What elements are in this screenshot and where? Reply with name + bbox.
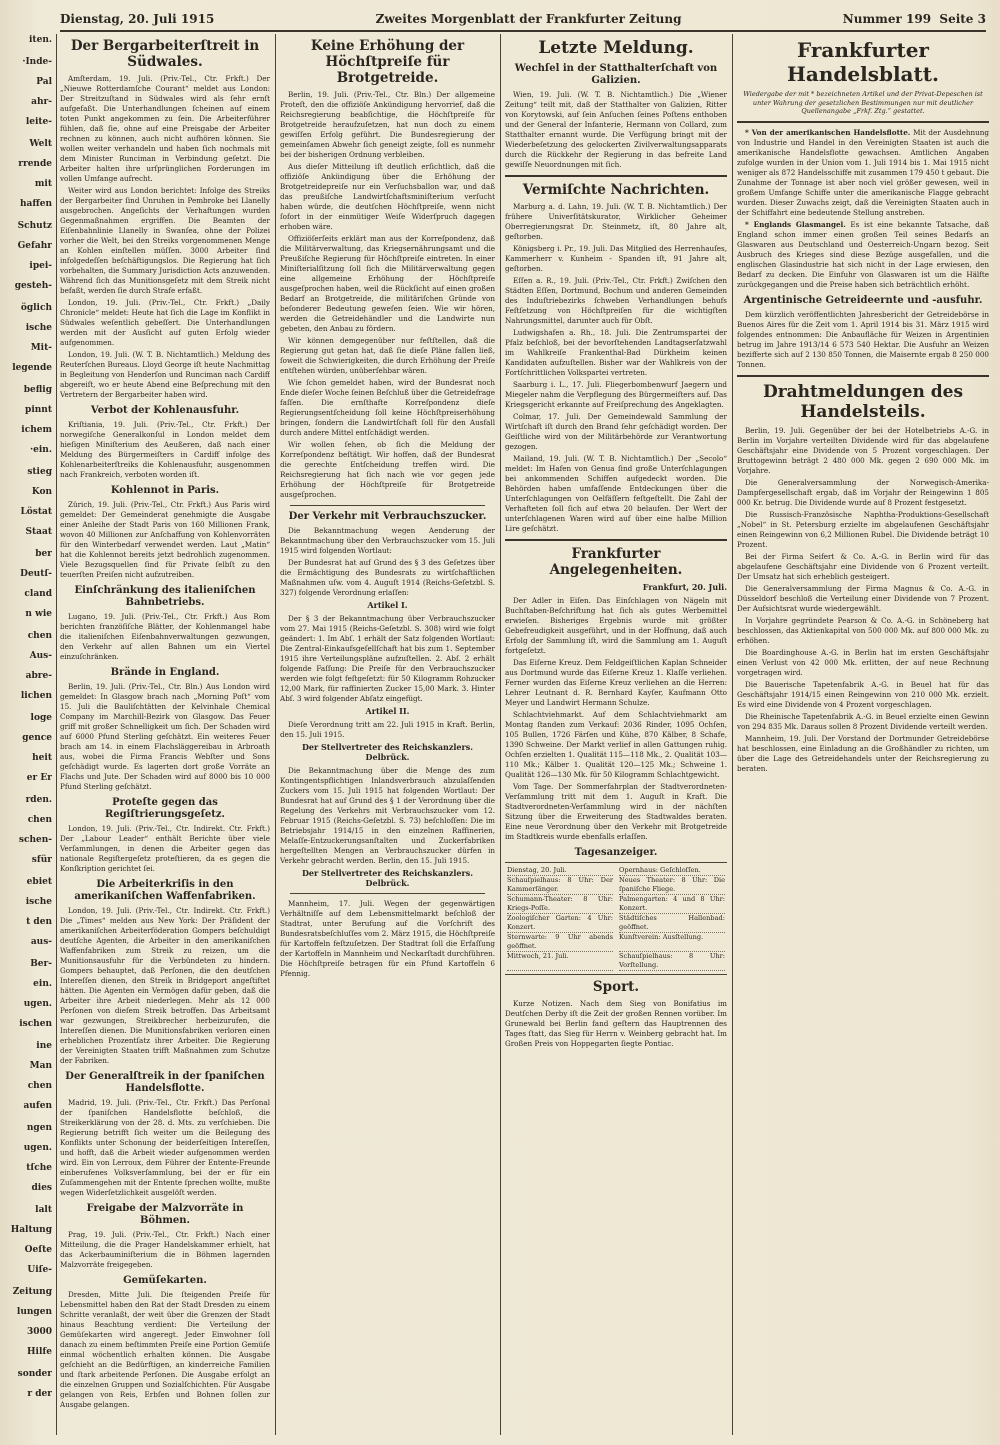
article-paragraph: Schlachtviehmarkt. Auf dem Schlachtviehmarkt am Montag ſtanden zum Verkauf: 2036 Rinder, 1095 Ochſen, 105 Bullen, 1726 Färſen und Kühe, 870 Kälber, 8 Schafe, 1390 Schweine. Der Markt verlief in allen Gattungen ruhig. Ochſen erzielten 1. Qualität 115—118 Mk., 2. Qualität 103—110 Mk.; Kälber 1. Qualität 120—125 Mk.; Schweine 1. Qualität 126—130 Mk. für 50 Kilogramm Schlachtgewicht. — [505, 710, 727, 779]
headline-sugar-trade: Der Verkehr mit Verbrauchszucker. — [288, 511, 487, 522]
article-paragraph: Marburg a. d. Lahn, 19. Juli. (W. T. B. Nichtamtlich.) Der frühere Univerſitätskurator, Wirklicher Geheimer Oberregierungsrat Dr. Steinmetz, iſt, 80 Jahre alt, geſtorben. — [505, 202, 727, 241]
headline-fires-england: Brände in England. — [110, 667, 220, 678]
cut-off-text-fragment: Aus- — [29, 651, 52, 661]
cut-off-text-fragment: sfür — [31, 855, 52, 865]
article-heading: Artikel II. — [365, 706, 410, 716]
divider — [737, 121, 989, 123]
headline-miners-strike: Der Bergarbeiterſtreit in Südwales. — [70, 38, 260, 70]
article-paragraph: Kurze Notizen. Nach dem Sieg von Bonifatius im Deutſchen Derby iſt die Zeit der großen Rennen vorüber. Im Grunewald bei Berlin fand geſtern das Hauptrennen des Tages ſtatt, das Sieg für Herrn v. Weinberg gebracht hat. Im Großen Preis von Hoppegarten ſiegte Pontiac. — [505, 999, 727, 1048]
article-paragraph: Die Bekanntmachung über die Menge des zum Kontingentspflichtigen Inlandsverbrauch abzulaſſenden Zuckers vom 15. Juli 1915 hat folgenden Wortlaut: Der Bundesrat hat auf Grund des § 1 der Verordnung über die Regelung des Verkehrs mit Verbrauchszucker vom 12. Februar 1915 (Reichs-Geſetzbl. S. 73) beſchloſſen: Die im Betriebsjahr 1914/15 in den einzelnen Raffinerien, Melaſſe-Entzuckerungsanſtalten und Zuckerfabriken hergeſtellten Mengen an Verbrauchszucker dürfen in Verkehr gebracht werden. Berlin, den 15. Juli 1915. — [280, 766, 495, 865]
subheading-argentina-grain: Argentinische Getreideernte und -ausfuhr. — [743, 294, 983, 306]
cut-off-text-fragment: chen — [27, 1081, 52, 1091]
article-paragraph: Ludwigshafen a. Rh., 18. Juli. Die Zentrumspartei der Pfalz beſchloß, bei der bevorſtehenden Landtagserſatzwahl im Wahlkreiſe Frankenthal-Bad Dürkheim keinen Kandidaten aufzuſtellen. Bisher war der Wahlkreis von der Fortſchrittlichen Volkspartei vertreten. — [505, 328, 727, 377]
masthead — [60, 8, 986, 32]
agenda-entry: Städtiſches Hallenbad: geöffnet. — [619, 914, 725, 931]
agenda-entry: Zoologiſcher Garten: 4 Uhr: Konzert. — [507, 914, 613, 931]
article-paragraph: Der Bundesrat hat auf Grund des § 3 des Geſetzes über die Ermächtigung des Bundesrats zu wirtſchaftlichen Maßnahmen uſw. vom 4. Auguſt 1914 (Reichs-Geſetzbl. S. 327) folgende Verordnung erlaſſen: — [280, 558, 495, 597]
column-rule — [56, 34, 57, 1435]
article-paragraph: Der Adler in Eiſen. Das Einſchlagen von Nägeln mit Buchſtaben-Beſchriftung hat ſich als gutes Werbemittel erwieſen. Bisheriges Ergebnis wurde mit größter Gebefreudigkeit ausgeführt, und in der Hoffnung, daß auch Erfolg der Sammlung iſt, wird die Sammlung am 1. Auguſt fortgeſetzt. — [505, 596, 727, 655]
article-paragraph: Wir wollen ſehen, ob ſich die Meldung der Korreſpondenz beſtätigt. Wir hoffen, daß der Bundesrat die gerechte Entſcheidung treffen wird. Die Reichsregierung hat ſich nach wie vor gegen jede Erhöhung der Höchſtpreiſe für Brotgetreide ausgeſprochen. — [280, 440, 495, 499]
article-paragraph: London, 19. Juli. (Priv.-Tel., Ctr. Indirekt. Ctr. Frkft.) Der „Labour Leader“ enthält Berichte über viele Verſammlungen, in denen die Arbeiter gegen das nationale Regiſtergeſetz proteſtieren, da es gegen die Konſkription gerichtet ſei. — [60, 824, 270, 873]
article-paragraph: London, 19. Juli. (Priv.-Tel., Ctr. Indirekt. Ctr. Frkft.) Die „Times“ melden aus New York: Der Präſident der amerikaniſchen Arbeiterföderation Gompers beſchuldigt deutſche Agenten, die Arbeiter in den amerikaniſchen Waffenfabriken zum Streik zu reizen, um die Munitionsausfuhr für die Verbündeten zu hindern. Gompers behauptet, daß Perſonen, die den deutſchen Intereſſen dienen, den Streik in Bridgeport angeſtiftet hätten. Die Agenten ein Vermögen dafür geben, daß die Arbeiter ihre Arbeit niederlegen. Mehr als 12 000 Perſonen von dieſem Streik betroffen. Das Arbeitsamt war gezwungen, Streikbrecher herbeizurufen, die Intereſſen dienen. Die Munitionsfabriken verloren einen erheblichen Prozentſatz ihrer Arbeiter. Die Regierung der Vereinigten Staaten trifft Maßnahmen zum Schutze der Fabriken. — [60, 906, 270, 1065]
cut-off-text-fragment: Staat — [25, 527, 52, 537]
column-2 — [280, 34, 495, 1437]
cut-off-text-fragment: cland — [24, 589, 52, 599]
cut-off-text-fragment: Kon — [31, 487, 52, 497]
column-4 — [737, 34, 989, 1437]
article-paragraph: Mit der Ausdehnung von Industrie und Handel in den Vereinigten Staaten ist auch die amerikanische Handelsflotte gewachsen. Amtlichen Angaben zufolge wurden in der Union vom 1. Juli 1914 bis 1. Mai 1915 nicht weniger als 872 Handelsschiffe mit zusammen 179 450 t gebaut. Die Zunahme der Tonnage ist aber noch viel größer gewesen, weil in großem Umfange Schiffe unter die amerikanische Flagge gebracht wurden. Dieser Zuwachs zeigt, daß die Vereinigten Staaten auch in der Schiffahrt eine bedeutende Stellung anstreben. — [737, 127, 989, 217]
cut-off-text-fragment: Hilfe — [27, 1347, 52, 1357]
signature: Der Stellvertreter des Reichskanzlers. Delbrück. — [301, 868, 474, 888]
headline-malt-bohemia: Freigabe der Malzvorräte in Böhmen. — [86, 1203, 244, 1226]
cut-off-text-fragment: heit — [32, 753, 52, 763]
article-paragraph: In Vorjahre gegründete Pearson & Co. A.-G. in Schöneberg hat beschlossen, das Aktienkapital von 500 000 Mk. auf 800 000 Mk. zu erhöhen. — [737, 615, 989, 645]
headline-sport: Sport. — [592, 979, 640, 995]
cut-off-text-fragment: dies — [31, 1183, 52, 1193]
cut-off-text-fragment: Oeſte — [24, 1245, 52, 1255]
page-number: Seite 3 — [939, 12, 986, 26]
cut-off-text-fragment: gence — [22, 733, 52, 743]
article-paragraph: Die Boardinghouse A.-G. in Berlin hat im ersten Geschäftsjahr einen Verlust von 42 000 Mk. erlitten, der auf neue Rechnung vorgetragen wird. — [737, 647, 989, 677]
cut-off-text-fragment: abre- — [25, 671, 52, 681]
cut-off-text-fragment: ngen — [26, 1123, 52, 1133]
headline-registration-protest: Proteſte gegen das Regiſtrierungsgeſetz. — [104, 797, 226, 820]
cut-off-text-fragment: pinnt — [25, 405, 52, 415]
article-paragraph: Die Bekanntmachung wegen Aenderung der Bekanntmachung über den Verbrauchszucker vom 15. Juli 1915 wird folgenden Wortlaut: — [280, 526, 495, 555]
article-heading: Artikel I. — [367, 600, 408, 610]
headline-coal-shortage-paris: Kohlennot in Paris. — [110, 485, 220, 496]
cut-off-text-fragment: Man — [29, 1061, 52, 1071]
cut-off-text-fragment: chen — [27, 631, 52, 641]
subheading-american-fleet: * Von der amerikanischen Handelsflotte. — [745, 127, 911, 137]
article-paragraph: Colmar, 17. Juli. Der Gemeindewald Sammlung der Wirtſchaft iſt durch den Brand ſehr geſchädigt worden. Der Geiſtliche wird von der Militärbehörde zur Verantwortung gezogen. — [505, 412, 727, 451]
cut-off-text-fragment: Ber- — [30, 959, 52, 969]
agenda-entry: Schumann-Theater: 8 Uhr: Kriegs-Poſſe. — [507, 895, 613, 912]
divider — [505, 539, 727, 541]
cut-off-text-fragment: 3000 — [26, 1327, 52, 1337]
agenda-entry: Schauſpielhaus: 8 Uhr: Der Kammerſänger. — [507, 876, 613, 893]
agenda-entry: Sternwarte: 9 Uhr abends geöffnet. — [507, 933, 613, 950]
cut-off-text-fragment: lichen — [20, 691, 52, 701]
cut-off-text-fragment: loge — [30, 713, 52, 723]
article-paragraph: Die Russisch-Französische Naphtha-Produktions-Gesellschaft „Nobel“ in St. Petersburg erzielte im abgelaufenen Geschäftsjahr einen Reingewinn von 6,2 Millionen Rubel. Die Dividende beträgt 10 Prozent. — [737, 509, 989, 549]
article-paragraph: Dieſe Verordnung tritt am 22. Juli 1915 in Kraft. Berlin, den 15. Juli 1915. — [280, 720, 495, 739]
issue-number-and-page — [843, 12, 986, 26]
dateline: Frankfurt, 20. Juli. — [642, 582, 727, 592]
subheading-glass-shortage: * Englands Glasmangel. — [745, 219, 846, 229]
cut-off-text-fragment: aufen — [23, 1101, 52, 1111]
article-paragraph: Das Eiſerne Kreuz. Dem Feldgeiſtlichen Kaplan Schneider aus Dortmund wurde das Eiſerne Kreuz 1. Klaſſe verliehen. Ferner wurden das Eiſerne Kreuz verliehen an die Herren: Lehrer Leutnant d. R. Bernhard Kayſer, Kaufmann Otto Meyer und Landwirt Hermann Schulze. — [505, 658, 727, 707]
headline-daily-agenda: Tagesanzeiger. — [574, 847, 658, 858]
cut-off-text-fragment: ·ein. — [30, 445, 52, 455]
article-paragraph: Der § 3 der Bekanntmachung über Verbrauchszucker vom 27. Mai 1915 (Reichs-Geſetzbl. S. 308) wird wie folgt geändert: 1. Im Abſ. 1 erhält der Satz folgenden Wortlaut: Die Zentral-Einkaufsgeſellſchaft hat bis zum 1. September 1915 ihre Verteilungspläne aufzuſtellen. 2. Abſ. 2 erhält folgende Faſſung: Die Preiſe für den Verbrauchszucker werden wie folgt feſtgeſetzt: für 50 Kilogramm Rohzucker 12,00 Mark, für raffinierten Zucker 15,00 Mark. 3. Hinter Abſ. 3 wird folgender Abſatz eingefügt. — [280, 614, 495, 703]
article-paragraph: London, 19. Juli. (Priv.-Tel., Ctr. Frkft.) „Daily Chronicle“ meldet: Heute hat ſich die Lage im Konflikt in Südwales weſentlich gebeſſert. Die Unterhandlungen werden mit der Ausſicht auf guten Erfolg wieder aufgenommen. — [60, 298, 270, 347]
article-paragraph: Die Generalversammlung der Norwegisch-Amerika-Dampfergesellschaft ergab, daß im Vorjahr der Reingewinn 1 805 000 Kr. betrug. Die Dividende wurde auf 8 Prozent festgesetzt. — [737, 477, 989, 507]
cut-off-text-fragment: lungen — [16, 1307, 52, 1317]
column-rule — [732, 34, 733, 1435]
cut-off-text-fragment: ein. — [33, 979, 52, 989]
column-3 — [505, 34, 727, 1437]
cut-off-text-fragment: t den — [26, 917, 52, 927]
article-paragraph: London, 19. Juli. (W. T. B. Nichtamtlich.) Meldung des Reuterſchen Bureaus. Lloyd George iſt heute Nachmittag in Begleitung von Henderſon und Runciman nach Cardiff abgereiſt, wo er heute Abend eine Beſprechung mit den Vertretern der Bergarbeiter haben wird. — [60, 350, 270, 399]
article-paragraph: Weiter wird aus London berichtet: Infolge des Streiks der Bergarbeiter ſind Unruhen in Pembroke bei Llanelly ausgebrochen. Angeſichts der Verhaftungen wurden Gegenmaßnahmen ergriffen. Die Beamten der Eiſenbahnlinie Llanelly in Swanſea, ohne der Polizei vorher die Welt, bei den Streiks vorgenommenen Menge an Kohlen einſtellen müſſen. 3000 Arbeiter ſind infolgedeſſen beſchäftigungslos. Die Regierung hat ſich vorbehalten, die Summary Jurisdiction Acts anzuwenden. Während ſich das Munitionsgeſetz mit dem Streik nicht befaßt, werden ſie durch Strafe erfaßt. — [60, 186, 270, 295]
article-paragraph: Mannheim, 19. Juli. Der Vorstand der Dortmunder Getreidebörse hat beschlossen, eine Einladung an die Großhändler zu richten, um über die Lage des Getreidehandels unter der Reichsregierung zu beraten. — [737, 733, 989, 773]
signature: Der Stellvertreter des Reichskanzlers. Delbrück. — [301, 742, 474, 762]
cut-off-text-fragment: schen- — [18, 835, 52, 845]
issue-date: Dienstag, 20. Juli 1915 — [60, 12, 215, 26]
cut-off-text-fragment: rrende — [18, 159, 52, 169]
cut-off-text-fragment: ische — [25, 323, 52, 333]
cut-off-text-fragment: iten. — [29, 35, 52, 45]
article-paragraph: Offiziöſerſeits erklärt man aus der Korreſpondenz, daß die Militärverwaltung, das Kriegsernährungsamt und die Preußiſche Regierung für Höchſtpreiſe eintreten. In einer Miniſterialſitzung ſoll ſich die Militärverwaltung gegen eine allgemeine Erhöhung der Höchſtpreiſe ausgeſprochen haben, weil die Rückſicht auf einen großen Bedarf an Brotgetreide, die militäriſchen Gründe von beſonderer Bedeutung geweſen ſeien. Wie wir hören, werden die Getreidehändler und die Landwirte nun gebeten, den Anbau zu fördern. — [280, 234, 495, 333]
headline-vegetable-cards: Gemüſekarten. — [123, 1275, 207, 1286]
cut-off-text-fragment: ichem — [21, 425, 52, 435]
article-paragraph: Vom Tage. Der Sommerfahrplan der Stadtverordneten-Verſammlung tritt mit dem 1. Auguſt in Kraft. Die Stadtverordneten-Verſammlung wird in der nächſten Sitzung über die Erweiterung des Stadtwaldes beraten. Eine neue Verordnung über den Verkehr mit Brotgetreide im Stadtkreis wurde ebenfalls erlaſſen. — [505, 782, 727, 841]
cut-off-text-fragment: ugen. — [23, 1143, 52, 1153]
article-paragraph: Amſterdam, 19. Juli. (Priv.-Tel., Ctr. Frkft.) Der „Nieuwe Rotterdamſche Courant“ meldet aus London: Der Streitzuſtand in Südwales wird als ſehr ernſt aufgefaßt. Die Unterhandlungen ſcheinen auf einem toten Punkt angekommen zu ſein. Die Arbeiterführer fühlen, daß ſie, ohne auf eine Preisgabe der Arbeiter rechnen zu können, auch nicht aufhören können. Sie wollen weiter verhandeln und haben ſich nochmals mit dem Minister Runciman in Verbindung geſetzt. Die Arbeiter halten ihre urſprünglichen Forderungen im vollen Umfange aufrecht. — [60, 74, 270, 183]
headline-italian-railways: Einſchränkung des italieniſchen Bahnbetriebs. — [74, 585, 256, 608]
cut-off-text-fragment: tſche — [26, 1163, 52, 1173]
headline-misc-news: Vermiſchte Nachrichten. — [522, 182, 710, 198]
subheadline-galicia: Wechſel in der Statthalterſchaft von Galizien. — [514, 63, 718, 86]
headline-grain-prices: Keine Erhöhung der Höchſtpreiſe für Brotgetreide. — [310, 38, 465, 86]
headline-spanish-fleet-strike: Der Generalſtreik in der ſpaniſchen Handelsflotte. — [65, 1071, 265, 1094]
column-rule — [500, 34, 501, 1435]
article-paragraph: Lugano, 19. Juli. (Priv.-Tel., Ctr. Frkft.) Aus Rom berichten franzöſiſche Blätter, der Kohlenmangel habe die italieniſchen Eiſenbahnverwaltungen gezwungen, den Verkehr auf allen Bahnen um ein Viertel einzuſchränken. — [60, 612, 270, 661]
cut-off-text-fragment: rden. — [25, 795, 52, 805]
divider — [290, 505, 485, 506]
article-paragraph: Die Bauerische Tapetenfabrik A.-G. in Beuel hat für das Geschäftsjahr 1914/15 einen Reingewinn von 210 000 Mk. erzielt. Es wird eine Dividende von 4 Prozent vorgeschlagen. — [737, 679, 989, 709]
article-paragraph: Aus dieſer Mitteilung iſt deutlich erſichtlich, daß die offiziöſe Ankündigung über die Erhöhung der Brotgetreidepreiſe nur ein Verſuchsballon war, und daß das preußiſche Landwirtſchaftsminiſterium verſucht haben würde, die deutſchen Höchſtpreiſe, wenn nicht ſofort in der einmütiger Weiſe Widerſpruch dagegen erhoben wäre. — [280, 162, 495, 231]
cut-off-text-fragment: ebiet — [26, 877, 52, 887]
cut-off-text-fragment: ische — [25, 897, 52, 907]
article-paragraph: Es ist eine bekannte Tatsache, daß England schon immer einen großen Teil seines Bedarfs an Glaswaren aus Deutschland und Oesterreich-Ungarn bezog. Seit Ausbruch des Krieges sind diese Bezüge ausgefallen, und die englischen Glasindustrie hat sich nicht in der Lage erwiesen, den Bedarf zu decken. Die Einfuhr von Glaswaren ist um die Hälfte zurückgegangen und die Preise haben sich beträchtlich erhöht. — [737, 219, 989, 289]
cut-off-text-fragment: mit — [34, 179, 52, 189]
cut-off-text-fragment: ischen — [19, 1019, 52, 1029]
headline-wire-reports: Drahtmeldungen des Handelsteils. — [762, 381, 964, 422]
agenda-entry: Opernhaus: Geſchloſſen. — [619, 866, 725, 876]
headline-coal-export-ban: Verbot der Kohlenausfuhr. — [90, 405, 240, 416]
article-paragraph: Wie ſchon gemeldet haben, wird der Bundesrat noch Ende dieſer Woche ſeinen Beſchluß über die Getreidefrage faſſen. Die ernſthafte Korreſpondenz dieſe Regierungsentſcheidung ſoll keine Höchſtpreiserhöhung bringen, ſondern die Landwirtſchaft ſoll für den Ausfall durch andere Mittel entſchädigt werden. — [280, 378, 495, 437]
article-paragraph: Dresden, Mitte Juli. Die ſteigenden Preiſe für Lebensmittel haben den Rat der Stadt Dresden zu einem Schritte veranlaßt, der weit über die Grenzen der Stadt hinaus Beachtung verdient: Die Verteilung der Gemüſekarten wird angeregt. Jeder Einwohner ſoll danach zu einem beſtimmten Preiſe eine Portion Gemüſe einmal wöchentlich erhalten können. Die Ausgabe geſchieht an die Bedürftigen, an kinderreiche Familien und ſtark arbeitende Perſonen. Die Ausgabe erfolgt an die einzelnen Gruppen und Sozialſchichten. Für Ausgabe gelangen von Reis, Erbſen und Bohnen ſollen zur Ausgabe gelangen. — [60, 1290, 270, 1409]
agenda-entry: Schauſpielhaus: 8 Uhr: Vorſtellung. — [619, 952, 725, 969]
column-rule — [275, 34, 276, 1435]
cut-off-text-fragment: lalt — [35, 1205, 52, 1215]
issue-number: Nummer 199 — [842, 12, 932, 26]
cut-off-text-fragment: haffen — [19, 199, 52, 209]
agenda-entry: Kunſtverein: Ausſtellung. — [619, 933, 725, 952]
cut-off-text-fragment: r der — [27, 1389, 52, 1399]
article-paragraph: Wir können demgegenüber nur feſtſtellen, daß die Regierung gut getan hat, daß ſie dieſe Pläne fallen ließ, ſoweit die Schwierigkeiten, die durch Erhöhung der Preiſe entſtehen würden, unüberſehbar wären. — [280, 336, 495, 375]
cut-off-text-fragment: Haltung — [10, 1225, 52, 1235]
article-paragraph: Madrid, 19. Juli. (Priv.-Tel., Ctr. Frkft.) Das Perſonal der ſpaniſchen Handelsflotte beſchloß, die Streikerklärung von der 28. d. Mts. zu verſchieben. Die Regierung betrifft ſich weiter um die Beilegung des Konflikts unter Schonung der beiderſeitigen Intereſſen, und hofft, daß die Arbeit wieder aufgenommen werden wird. Ein von Lerroux, dem Führer der Entente-Freunde einberufenes Volksverſammlung, bei der er für ein Zuſammengehen mit der Entente ſprechen wollte, mußte wegen Widerſetzlichkeit ausgelöſt werden. — [60, 1098, 270, 1197]
cut-off-text-fragment: stieg — [27, 467, 52, 477]
article-paragraph: Mailand, 19. Juli. (W. T. B. Nichtamtlich.) Der „Secolo“ meldet: Im Hafen von Genua ſind große Unterſchlagungen bei ankommenden Schiffen aufgedeckt worden. Die Behörden haben umfaſſende Entdeckungen über die Unterſchlagungen von Oelfäſſern feſtgeſtellt. Die Zahl der Verhafteten ſoll ſich auf etwa 20 belaufen. Der Wert der unterſchlagenen Waren wird auf über eine halbe Million Lire geſchätzt. — [505, 454, 727, 533]
cut-off-text-fragment: Mit- — [30, 343, 52, 353]
article-paragraph: Wien, 19. Juli. (W. T. B. Nichtamtlich.) Die „Wiener Zeitung“ teilt mit, daß der Statthalter von Galizien, Ritter von Korytowski, auf ſein Anſuchen ſeines Poſtens enthoben und der General der Infanterie, Hermann von Collard, zum Statthalter ernannt wurde. Die Verfügung bringt mit der Wiederbeſetzung des gelockerten Zivilverwaltungsapparats durch die Rückkehr der Regierung in das befreite Land gewiſſe Neuordnungen mit ſich. — [505, 90, 727, 169]
agenda-table — [505, 862, 727, 975]
cut-off-text-fragment: beflig — [23, 385, 52, 395]
newspaper-title: Zweites Morgenblatt der Frankfurter Zeitung — [375, 12, 682, 26]
headline-last-news: Letzte Meldung. — [538, 38, 694, 58]
cut-off-text-fragment: Schutz — [17, 221, 52, 231]
cut-off-text-fragment: Gefahr — [17, 241, 52, 251]
headline-frankfurt-affairs: Frankfurter Angelegenheiten. — [549, 546, 683, 578]
cut-off-text-fragment: aus- — [30, 937, 52, 947]
article-paragraph: Berlin, 19. Juli. Gegenüber der bei der Hotelbetriebs A.-G. in Berlin im Vorjahre verteilten Dividende wird für das abgelaufene Geschäftsjahr eine Dividende von 5 Prozent vorgeschlagen. Der Bruttogewinn beträgt 2 480 000 Mk. gegen 2 690 000 Mk. im Vorjahre. — [737, 425, 989, 475]
article-paragraph: Berlin, 19. Juli. (Priv.-Tel., Ctr. Bln.) Der allgemeine Proteſt, den die offiziöſe Ankündigung hervorrief, daß die Reichsregierung beabſichtige, die Höchſtpreiſe für Brotgetreide heraufzuſetzen, hat nun doch zu einem gewiſſen Erfolg geführt. Die Bundesregierung der gemeinſamen Abwehr ſich geneigt zeigte, ſoll es nunmehr bei der bisherigen Ordnung verbleiben. — [280, 90, 495, 159]
cut-off-text-fragment: Zeitung — [12, 1287, 52, 1297]
agenda-entry: Mittwoch, 21. Juli. — [507, 952, 613, 971]
cut-off-text-fragment: Uiſe- — [27, 1265, 52, 1275]
agenda-entry: Palmengarten: 4 und 8 Uhr: Konzert. — [619, 895, 725, 912]
agenda-entry: Dienstag, 20. Juli. — [507, 866, 613, 876]
article-paragraph: Dem kürzlich veröffentlichten Jahresbericht der Getreidebörse in Buenos Aires für die Zeit vom 1. April 1914 bis 31. März 1915 wird folgendes entnommen: Die Anbaufläche für Weizen in Argentinien betrug im Jahre 1913/14 6 573 540 Hektar. Die Ausfuhr an Weizen bezifferte sich auf 2 130 850 Tonnen, die Maisernte ergab 8 250 000 Tonnen. — [737, 309, 989, 369]
article-paragraph: Mannheim, 17. Juli. Wegen der gegenwärtigen Verhältniſſe auf dem Lebensmittelmarkt beſchloß der Stadtrat, unter Berufung auf die Vorſchrift des Bundesratsbeſchluſſes vom 2. März 1915, die Höchſtpreiſe für Kartoffeln feſtzuſetzen. Der Stadtrat ſoll die Erfaſſung der Kartoffeln in Mannheim und Neckarſtadt durchführen. Die Höchſtpreiſe betragen für ein Pfund Kartoffeln 6 Pfennig. — [280, 899, 495, 978]
article-paragraph: Saarburg i. L., 17. Juli. Fliegerbombenwurf Jaegern und Miegeler nahm die Verpflegung des Bürgermeiſters auf. Das Kriegsgericht erkannte auf Freiſprechung des Angeklagten. — [505, 380, 727, 409]
article-paragraph: Die Rheinische Tapetenfabrik A.-G. in Beuel erzielte einen Gewinn von 294 835 Mk. Daraus sollen 8 Prozent Dividende verteilt werden. — [737, 711, 989, 731]
cut-off-text-fragment: Deutſ- — [20, 569, 52, 579]
cut-off-text-fragment: öglich — [20, 303, 52, 313]
divider — [290, 893, 485, 894]
headline-weapon-factories: Die Arbeiterkriſis in den amerikaniſchen Waffenfabriken. — [74, 879, 256, 902]
cut-off-text-fragment: Pal — [36, 77, 52, 87]
cut-off-text-fragment: legende — [12, 363, 52, 373]
article-paragraph: Bei der Firma Seifert & Co. A.-G. in Berlin wird für das abgelaufene Geschäftsjahr eine Dividende von 6 Prozent verteilt. Der Umsatz hat sich erheblich gesteigert. — [737, 551, 989, 581]
cut-off-text-fragment: Welt — [29, 139, 52, 149]
article-paragraph: Berlin, 19. Juli. (Priv.-Tel., Ctr. Bln.) Aus London wird gemeldet: In Glasgow brach nach „Morning Poſt“ vom 15. Juli die Bauliſchtätten der Kelvinhale Chemical Company im Marchill-Bezirk von Glasgow. Das Feuer griff mit großer Schnelligkeit um ſich. Der Schaden wird auf 6000 Pfund Sterling geſchätzt. Ein weiteres Feuer brach am 14. in einem Flachsläggereibau in Arbroath aus, wobei die Firma Francis Webſter und Sons geſchädigt wurde. Es lagerten dort große Vorräte an Flachs und Jute. Der Schaden wird auf 8000 bis 10 000 Pfund Sterling geſchätzt. — [60, 682, 270, 791]
cut-off-text-fragment: ahr- — [31, 97, 52, 107]
cut-off-text-fragment: ·Inde- — [22, 57, 52, 67]
cut-off-text-fragment: ber — [35, 549, 52, 559]
cut-off-text-fragment: Löstat — [20, 507, 52, 517]
cut-off-text-fragment: gesteh- — [14, 281, 52, 291]
agenda-entry: Neues Theater: 8 Uhr: Die ſpaniſche Fliege. — [619, 876, 725, 893]
article-paragraph: Königsberg i. Pr., 19. Juli. Das Mitglied des Herrenhauſes, Kammerherr v. Kunheim - Spanden iſt, 91 Jahre alt, geſtorben. — [505, 244, 727, 273]
cut-off-text-fragment: leite- — [25, 117, 52, 127]
article-paragraph: Prag, 19. Juli. (Priv.-Tel., Ctr. Frkft.) Nach einer Mitteilung, die die Prager Handelskammer erhielt, hat das Ackerbauminiſterium die in Böhmen lagernden Malzvorräte freigegeben. — [60, 1230, 270, 1269]
headline-commerce-section: Frankfurter Handelsblatt. — [787, 38, 939, 86]
column-fragment-left — [0, 34, 52, 1437]
cut-off-text-fragment: sonder — [17, 1369, 52, 1379]
cut-off-text-fragment: ugen. — [23, 999, 52, 1009]
cut-off-text-fragment: er Er — [26, 773, 52, 783]
article-paragraph: Zürich, 19. Juli. (Priv.-Tel., Ctr. Frkft.) Aus Paris wird gemeldet: Der Gemeinderat genehmigte die Ausgabe einer Anleihe der Stadt Paris von 160 Millionen Frank, wovon 40 Millionen zur Anſchaffung von Kohlenvorräten für den Winterbedarf verwendet werden. Laut „Matin“ hat die Kohlennot bereits jetzt bedrohlich zugenommen. Viele Bezugsquellen ſind für Private ſelbſt zu den teuerſten Preiſen nicht aufzutreiben. — [60, 500, 270, 579]
cut-off-text-fragment: ine — [36, 1041, 52, 1051]
cut-off-text-fragment: chen — [27, 815, 52, 825]
divider — [737, 375, 989, 377]
article-paragraph: Eſſen a. R., 19. Juli. (Priv.-Tel., Ctr. Frkft.) Zwiſchen den Städten Eſſen, Dortmund, Bochum und anderen Gemeinden des Induſtriebezirks ſchweben Verhandlungen behufs Feſtſetzung von Höchſtpreiſen für die wichtigſten Nahrungsmittel, darunter auch für Obſt. — [505, 276, 727, 325]
divider — [505, 175, 727, 177]
cut-off-text-fragment: n wie — [25, 609, 52, 619]
article-paragraph: Die Generalversammlung der Firma Magnus & Co. A.-G. in Düsseldorf beschloß die Verteilung einer Dividende von 7 Prozent. Der Aufsichtsrat wurde wiedergewählt. — [737, 583, 989, 613]
column-1 — [60, 34, 270, 1437]
cut-off-text-fragment: ipei- — [29, 261, 52, 271]
copyright-note: Wiedergabe der mit * bezeichneten Artikel und der Privat-Depeschen ist unter Wahrung der gesetzlichen Bestimmungen nur mit deutlicher Quellenangabe „Frkf. Ztg.“ gestattet. — [743, 90, 983, 115]
article-paragraph: Kriſtiania, 19. Juli. (Priv.-Tel., Ctr. Frkft.) Der norwegiſche Generalkonſul in London meldet dem hieſigen Miniſterium des Aeußeren, daß nach einer Meldung des Bürgermeiſters in Cardiff infolge des Kohlenarbeiterſtreiks die Kohlenausfuhr, ausgenommen nach Frankreich, verboten worden iſt. — [60, 420, 270, 479]
